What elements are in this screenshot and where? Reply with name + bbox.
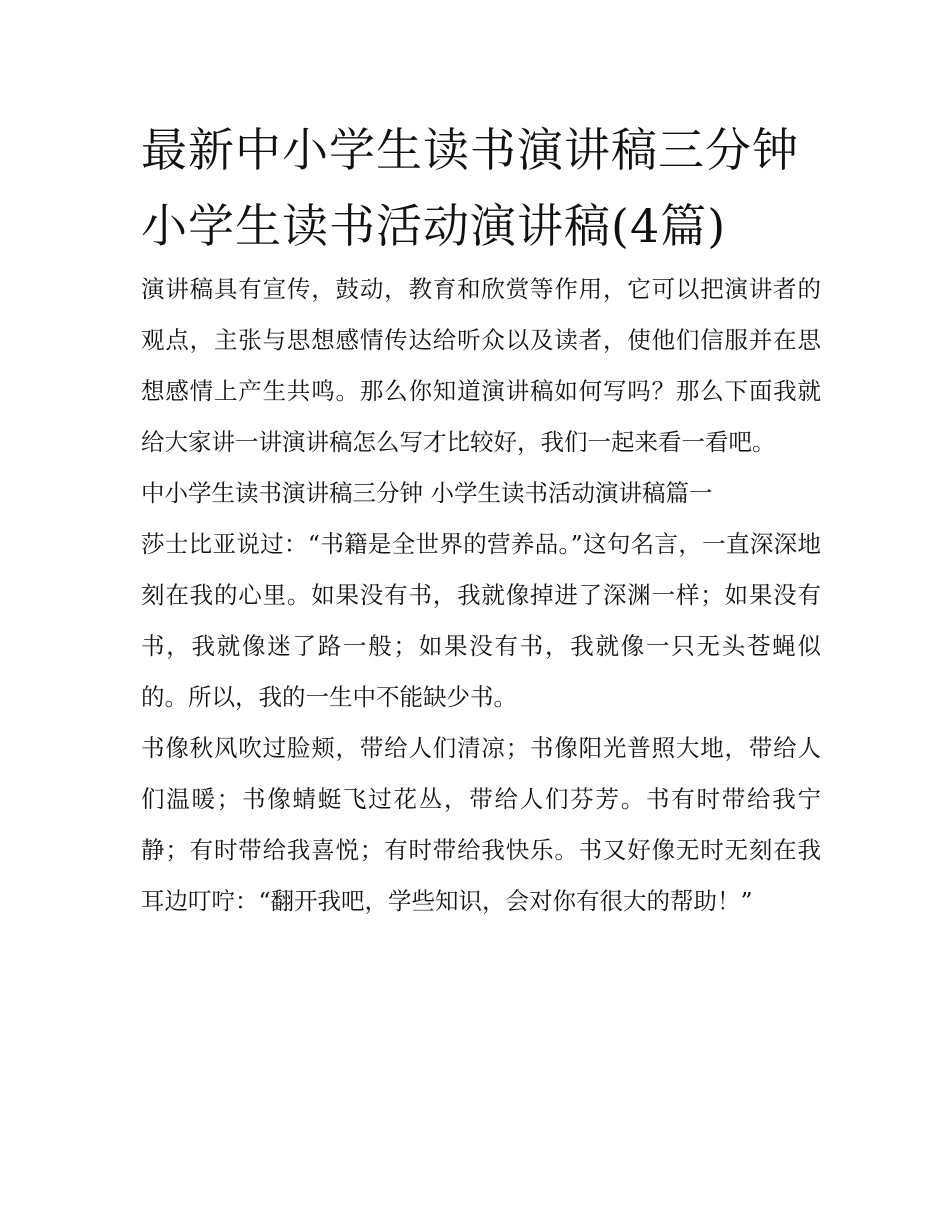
body-paragraph-1: 莎士比亚说过：“书籍是全世界的营养品。”这句名言，一直深深地刻在我的心里。如果没有书，我就像掉进了深渊一样；如果没有书，我就像迷了路一般；如果没有书，我就像一只无头苍蝇似的。所以，我的一生中不能缺少书。 <box>141 530 821 711</box>
document-page <box>141 112 821 927</box>
body-paragraph-2: 书像秋风吹过脸颊，带给人们清凉；书像阳光普照大地，带给人们温暖；书像蜻蜓飞过花丛，带给人们芬芳。书有时带给我宁静；有时带给我喜悦；有时带给我快乐。书又好像无时无刻在我耳边叮咛：“翻开我吧，学些知识，会对你有很大的帮助！” <box>141 734 821 915</box>
document-title: 最新中小学生读书演讲稿三分钟 小学生读书活动演讲稿(4篇) <box>141 123 799 253</box>
section-heading: 中小学生读书演讲稿三分钟 小学生读书活动演讲稿篇一 <box>141 479 713 507</box>
intro-paragraph: 演讲稿具有宣传，鼓动，教育和欣赏等作用，它可以把演讲者的观点，主张与思想感情传达给听众以及读者，使他们信服并在思想感情上产生共鸣。那么你知道演讲稿如何写吗？那么下面我就给大家讲一讲演讲稿怎么写才比较好，我们一起来看一看吧。 <box>141 275 821 456</box>
